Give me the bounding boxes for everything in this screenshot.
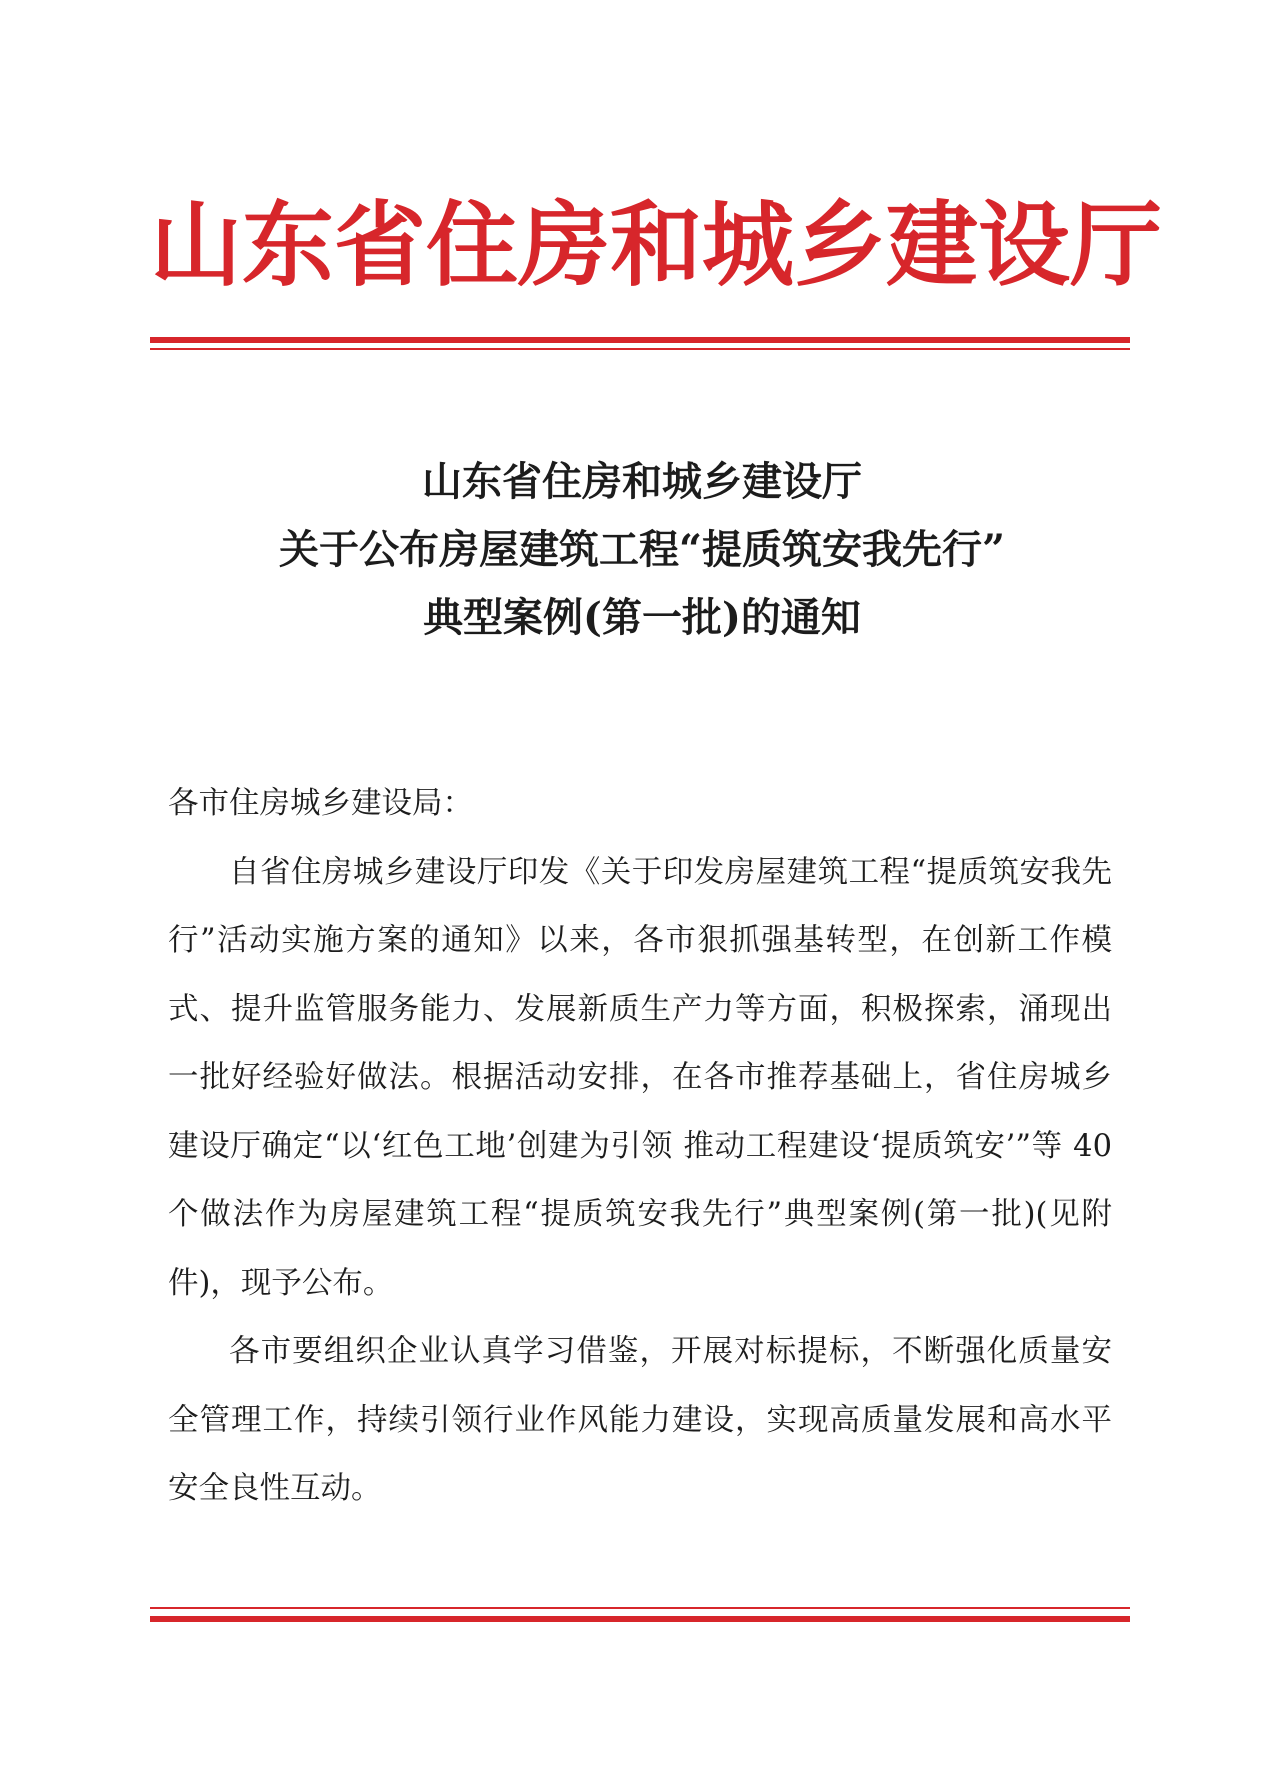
masthead-rule-thin: [150, 348, 1130, 350]
footer-rule-thin: [150, 1607, 1130, 1609]
salutation: 各市住房城乡建设局：: [168, 786, 473, 821]
body-paragraph-2: 各市要组织企业认真学习借鉴，开展对标提标，不断强化质量安全管理工作，持续引领行业作风能力建设，实现高质量发展和高水平安全良性互动。: [168, 1334, 1112, 1506]
notice-title-line-1: 山东省住房和城乡建设厅: [422, 458, 862, 505]
notice-title-line-2: 关于公布房屋建筑工程“提质筑安我先行”: [278, 526, 1005, 573]
masthead-rule-thick: [150, 337, 1130, 343]
notice-title-line-3: 典型案例(第一批)的通知: [423, 594, 861, 641]
notice-title: [150, 448, 1134, 652]
notice-body: [168, 770, 1112, 1524]
masthead-title: 山东省住房和城乡建设厅: [150, 191, 1163, 299]
body-paragraph-1: 自省住房城乡建设厅印发《关于印发房屋建筑工程“提质筑安我先行”活动实施方案的通知》以来，各市狠抓强基转型，在创新工作模式、提升监管服务能力、发展新质生产力等方面，积极探索，涌现出一批好经验好做法。根据活动安排，在各市推荐基础上，省住房城乡建设厅确定“以‘红色工地’创建为引领 推动工程建设‘提质筑安’”等 40 个做法作为房屋建筑工程“提质筑安我先行”典型案例(第一批)(见附件)，现予公布。: [168, 854, 1112, 1301]
footer-rule-thick: [150, 1616, 1130, 1622]
